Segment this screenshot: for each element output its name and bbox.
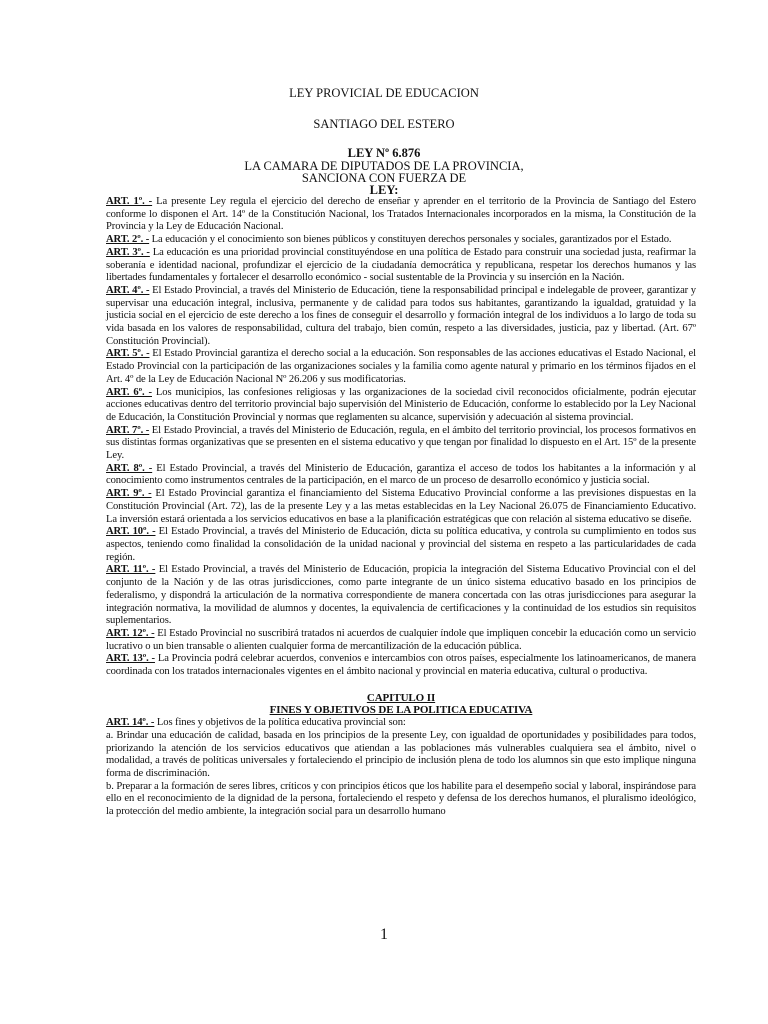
law-word: LEY: <box>369 183 399 197</box>
page-number: 1 <box>380 926 388 943</box>
article-text: Los fines y objetivos de la política educativa provincial son: <box>154 717 406 729</box>
article-label: ART. 4º. - <box>106 284 150 296</box>
article-text: El Estado Provincial, a través del Ministerio de Educación, dicta su política educativa, y controla su cumplimiento en todos sus aspectos, teniendo como finalidad la consolidación de la unidad nacional y provincial del sistema en respeto a las particularidades de cada región. <box>106 526 696 563</box>
article-13 <box>106 653 696 678</box>
article-label: ART. 13º. - <box>106 653 155 665</box>
article-text: El Estado Provincial, a través del Ministerio de Educación, garantiza el acceso de todos los habitantes a la información y al conocimiento como instrumentos centrales de la participación, en el marco de un proceso de desarrollo económico y justicia social. <box>106 462 696 487</box>
document-title: LEY PROVICIAL DE EDUCACION <box>289 86 479 100</box>
article-text: La educación es una prioridad provincial constituyéndose en una política de Estado para construir una sociedad justa, reafirmar la soberanía e identidad nacional, profundizar el ejercicio de la ciudadanía democrática y republicana, respetar los derechos humanos y las libertades fundamentales y fortalecer el desarrollo económico - social sustentable de la Provincia y su inserción en la Nación. <box>106 246 696 284</box>
article-text: El Estado Provincial, a través del Ministerio de Educación, tiene la responsabilidad principal e indelegable de proveer, garantizar y supervisar una educación integral, inclusiva, permanente y de calidad para todos sus habitantes, garantizando la igualdad, gratuidad y la justicia social en el ejercicio de este derecho a los fines de conseguir el desarrollo y formación integral de los individuos a lo largo de toda su vida basada en los valores de responsabilidad, cultura del trabajo, bien común, respeto a las diversidades, justicia, paz y libertad. (Art. 67º Constitución Provincial). <box>106 284 696 347</box>
article-1 <box>106 196 696 234</box>
article-text: Los municipios, las confesiones religiosas y las organizaciones de la sociedad civil reconocidos oficialmente, podrán ejecutar acciones educativas dentro del territorio provincial bajo supervisión del Ministerio de Educación, conforme lo establecido por la Ley Nacional de Educación, la Constitución Provincial y normas que reglamenten su alcance, supervisión y adecuación al sistema provincial. <box>106 386 696 423</box>
article-4 <box>106 285 696 349</box>
article-label: ART. 11º. - <box>106 564 156 576</box>
article-label: ART. 7º. - <box>106 424 150 436</box>
chapter-heading <box>106 692 696 717</box>
article-11 <box>106 564 696 628</box>
article-label: ART. 10º. - <box>106 526 156 538</box>
article-label: ART. 1º. - <box>106 196 153 207</box>
article-label: ART. 9º. - <box>106 488 152 500</box>
law-body <box>106 196 696 819</box>
article-label: ART. 5º. - <box>106 348 150 360</box>
article-text: La Provincia podrá celebrar acuerdos, convenios e intercambios con otros países, especialmente los latinoamericanos, de manera coordinada con los tratados internacionales vigentes en el ámbito nacional y provincial en materia educativa, cultural o productiva. <box>106 653 696 678</box>
province-name: SANTIAGO DEL ESTERO <box>313 117 455 131</box>
sanction-line: SANCIONA CON FUERZA DE <box>301 171 467 185</box>
article-text: El Estado Provincial, a través del Ministerio de Educación, propicia la integración del Sistema Educativo Provincial con el del conjunto de la Nación y de las otras jurisdicciones, como parte integrante de un único sistema educativo basado en los principios de federalismo, y dispondrá la articulación de la normativa correspondiente de manera concertada con las otras jurisdicciones para asegurar la integración normativa, la movilidad de alumnos y docentes, la equivalencia de certificaciones y la continuidad de los estudios sin requisitos suplementarios. <box>106 564 696 627</box>
article-text: El Estado Provincial garantiza el derecho social a la educación. Son responsables de las acciones educativas el Estado Nacional, el Estado Provincial con la participación de las organizaciones sociales y la familia como agente natural y primario en los términos fijados en el Art. 4º de la Ley de Educación Nacional Nº 26.206 y sus modificatorias. <box>106 348 696 385</box>
law-number: LEY Nº 6.876 <box>347 146 421 160</box>
article-10 <box>106 526 696 564</box>
chamber-line: LA CAMARA DE DIPUTADOS DE LA PROVINCIA, <box>244 159 524 173</box>
chapter-title: CAPITULO II <box>366 691 436 704</box>
article-12 <box>106 628 696 653</box>
article-label: ART. 2º. - <box>106 234 150 246</box>
article-14 <box>106 717 696 730</box>
article-text: El Estado Provincial garantiza el financiamiento del Sistema Educativo Provincial conforme a las previsiones dispuestas en la Constitución Provincial (Art. 72), las de la presente Ley y a las metas establecidas en la Ley Nacional 26.075 de Financiamiento Educativo. La inversión estará orientada a los servicios educativos en base a la planificación estratégicas que con relación al sistema educativo se diseñe. <box>106 488 696 525</box>
article-text: La educación y el conocimiento son bienes públicos y constituyen derechos personales y sociales, garantizados por el Estado. <box>149 234 672 246</box>
article-label: ART. 14º. - <box>106 717 155 729</box>
article-5 <box>106 348 696 386</box>
article-label: ART. 3º. - <box>106 246 150 258</box>
article-8 <box>106 463 696 488</box>
article-text: La presente Ley regula el ejercicio del derecho de enseñar y aprender en el territorio de la Provincia de Santiago del Estero conforme lo disponen el Art. 14º de la Constitución Nacional, los Tratados Internacionales incorporados en la misma, la Constitución de la Provincia y la Ley de Educación Nacional. <box>106 196 697 233</box>
article-text: El Estado Provincial no suscribirá tratados ni acuerdos de cualquier índole que impliquen concebir la educación como un servicio lucrativo o un bien transable o alienten cualquier forma de mercantilización de la educación pública. <box>106 627 696 652</box>
article-6 <box>106 387 696 425</box>
article-14-item-a: a. Brindar una educación de calidad, basada en los principios de la presente Ley, con igualdad de oportunidades y posibilidades para todos, priorizando la atención de los servicios educativos que atiendan a las poblaciones más vulnerables cualquiera sea el ámbito, nivel o modalidad, a través de políticas universales y fortaleciendo el principio de inclusión plena de todo los alumnos sin que esto implique ninguna forma de discriminación. <box>106 729 696 779</box>
chapter-subtitle: FINES Y OBJETIVOS DE LA POLITICA EDUCATIVA <box>269 704 533 717</box>
article-label: ART. 8º. - <box>106 462 153 474</box>
article-3 <box>106 247 696 285</box>
article-label: ART. 6º. - <box>106 386 152 398</box>
article-label: ART. 12º. - <box>106 627 155 639</box>
article-7 <box>106 425 696 463</box>
article-2 <box>106 234 696 247</box>
article-14-item-b: b. Preparar a la formación de seres libres, críticos y con principios éticos que los habilite para el desempeño social y laboral, inspirándose para ello en el reconocimiento de la dignidad de la persona, fortaleciendo el respeto y defensa de los derechos humanos, el pluralismo ideológico, la protección del medio ambiente, la integración social para un desarrollo humano <box>106 780 696 818</box>
article-text: El Estado Provincial, a través del Ministerio de Educación, regula, en el ámbito del territorio provincial, los procesos formativos en sus distintas formas organizativas que se presenten en el sistema educativo y que tengan por finalidad lo dispuesto en el Art. 15º de la presente Ley. <box>106 424 697 462</box>
article-9 <box>106 488 696 526</box>
